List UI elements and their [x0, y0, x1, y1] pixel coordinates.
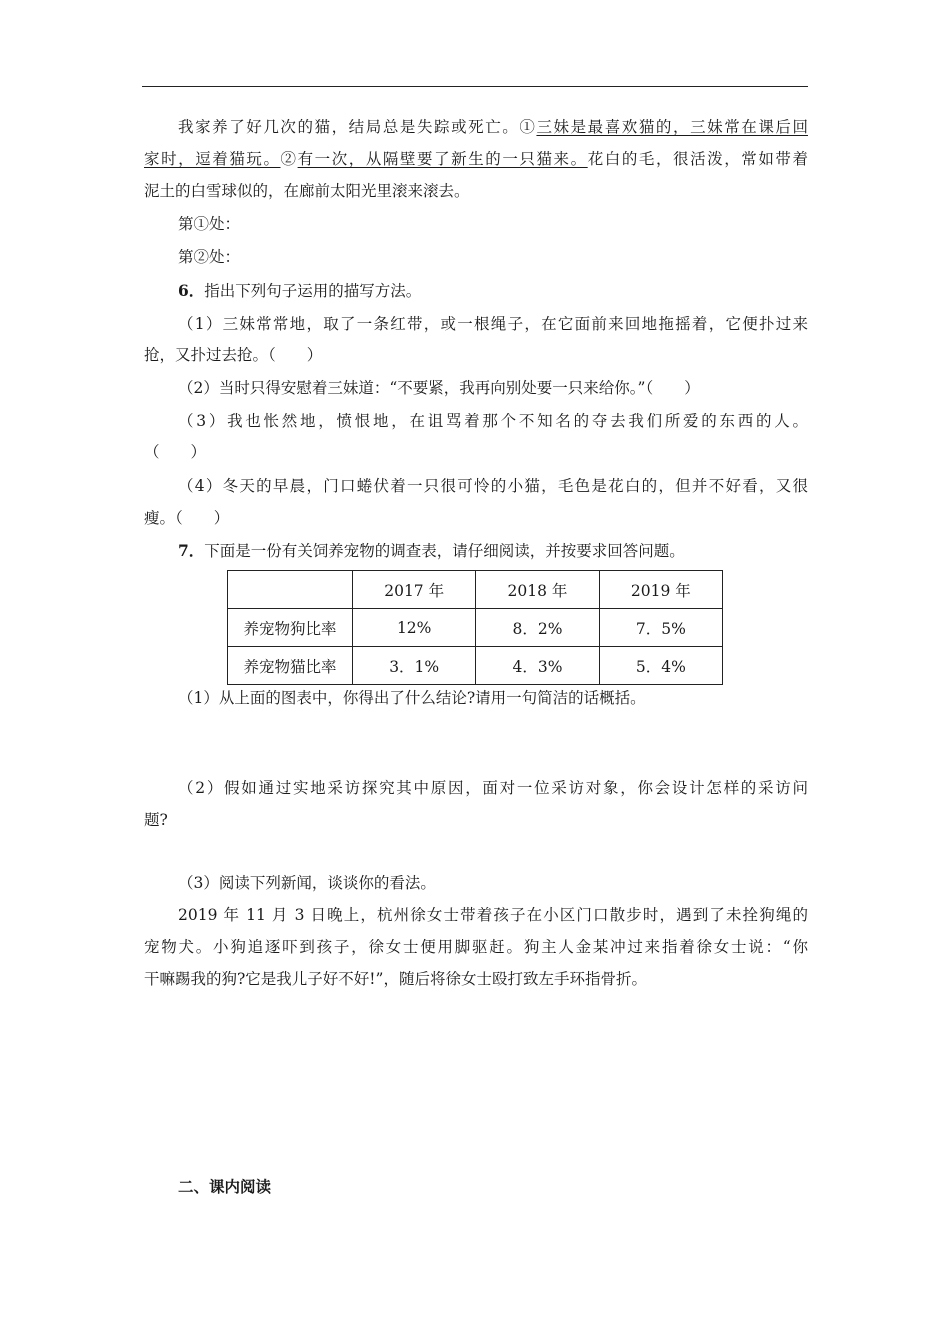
- table-cell: 8．2%: [476, 609, 599, 647]
- table-cell: 12%: [353, 609, 476, 647]
- underlined-sentence-1-end: 家时，逗着猫玩。: [144, 150, 281, 168]
- marker-2: ②: [280, 150, 298, 168]
- table-header-row: [228, 571, 723, 609]
- table-row: [228, 609, 723, 647]
- table-row: [228, 647, 723, 685]
- q6-item-3-line-2: （ ）: [144, 443, 207, 461]
- passage-line-2: [144, 149, 808, 169]
- q7-sub-2-line-2: 题?: [144, 811, 168, 829]
- passage-text: 我家养了好几次的猫，结局总是失踪或死亡。①: [178, 118, 537, 136]
- table-header-cell: 2018 年: [476, 571, 599, 609]
- underlined-sentence-1: 三妹是最喜欢猫的，三妹常在课后回: [536, 118, 808, 136]
- header-rule: [142, 86, 808, 87]
- passage-line-1: [178, 117, 808, 137]
- table-cell: 4．3%: [476, 647, 599, 685]
- q6-item-3-line-1: （3）我也怅然地，愤恨地，在诅骂着那个不知名的夺去我们所爱的东西的人。: [178, 412, 808, 430]
- table-cell: [228, 571, 353, 609]
- question-title: 指出下列句子运用的描写方法。: [204, 282, 422, 300]
- answer-slot-1: 第①处：: [178, 215, 241, 233]
- underlined-sentence-2: 有一次，从隔壁要了新生的一只猫来。: [297, 150, 588, 168]
- q6-item-1-line-2: 抢，又扑过去抢。（ ）: [144, 346, 323, 364]
- q7-sub-2-line-1: （2）假如通过实地采访探究其中原因，面对一位采访对象，你会设计怎样的采访问: [178, 779, 808, 797]
- table-cell: 7．5%: [599, 609, 722, 647]
- question-number: 6．: [178, 281, 205, 300]
- news-line-2: 宠物犬。小狗追逐吓到孩子，徐女士便用脚驱赶。狗主人金某冲过来指着徐女士说：“你: [144, 938, 808, 956]
- question-6-heading: [178, 281, 808, 301]
- passage-text: 花白的毛，很活泼，常如带着: [587, 150, 808, 168]
- row-label: 养宠物猫比率: [228, 647, 353, 685]
- q7-sub-3: （3）阅读下列新闻，谈谈你的看法。: [178, 874, 436, 892]
- news-line-3: 干嘛踢我的狗?它是我儿子好不好!”，随后将徐女士殴打致左手环指骨折。: [144, 970, 647, 988]
- row-label: 养宠物狗比率: [228, 609, 353, 647]
- section-2-title: 二、课内阅读: [178, 1177, 272, 1196]
- answer-slot-2: 第②处：: [178, 248, 241, 266]
- table-cell: 5．4%: [599, 647, 722, 685]
- q6-item-1-line-1: （1）三妹常常地，取了一条红带，或一根绳子，在它面前来回地拖摇着，它便扑过来: [178, 315, 808, 333]
- question-7-heading: [178, 541, 808, 561]
- q6-item-4-line-1: （4）冬天的早晨，门口蜷伏着一只很可怜的小猫，毛色是花白的，但并不好看，又很: [178, 477, 808, 495]
- news-line-1: 2019 年 11 月 3 日晚上，杭州徐女士带着孩子在小区门口散步时，遇到了未拴狗绳的: [178, 906, 808, 924]
- q6-item-4-line-2: 瘦。（ ）: [144, 509, 230, 527]
- question-title: 下面是一份有关饲养宠物的调查表，请仔细阅读，并按要求回答问题。: [204, 542, 685, 560]
- table-header-cell: 2019 年: [599, 571, 722, 609]
- q6-item-2: （2）当时只得安慰着三妹道：“不要紧，我再向别处要一只来给你。”（ ）: [178, 379, 700, 397]
- passage-line-3: 泥土的白雪球似的，在廊前太阳光里滚来滚去。: [144, 182, 470, 200]
- pet-survey-table: [227, 570, 723, 685]
- q7-sub-1: （1）从上面的图表中，你得出了什么结论?请用一句简洁的话概括。: [178, 689, 646, 707]
- table-cell: 3．1%: [353, 647, 476, 685]
- question-number: 7．: [178, 541, 205, 560]
- table-header-cell: 2017 年: [353, 571, 476, 609]
